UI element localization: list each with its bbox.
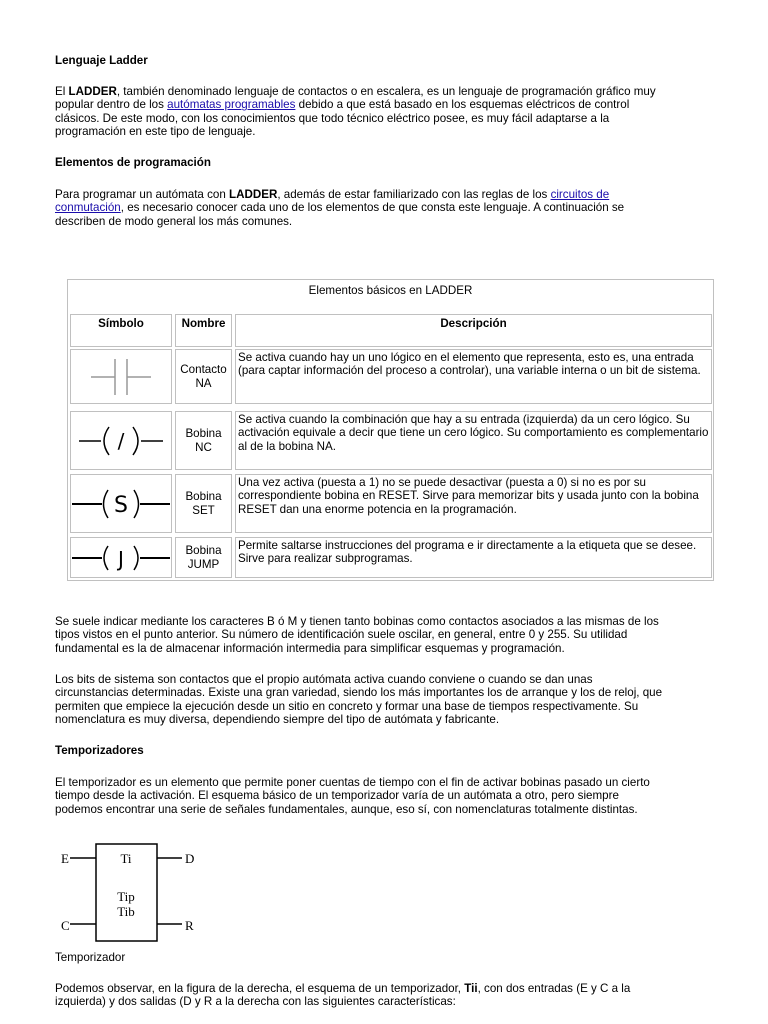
tii-bold: Tii: [464, 982, 478, 995]
ladder-bold: LADDER: [68, 85, 117, 98]
coil-nc-icon: [79, 424, 163, 458]
bm-paragraph: Se suele indicar mediante los caracteres B ó M y tienen tanto bobinas como contactos asociados a las mismas de los tipos vistos en el punto anterior. Su número de identificación suele oscilar, en general, entre 0 y 255. Su utilidad fundamental es la de almacenar información intermedia para simplificar esquemas y programación.: [55, 615, 659, 655]
text: , además de estar familiarizado con las reglas de los: [277, 188, 551, 201]
text: , es necesario conocer cada uno de los elementos de que consta este lenguaje. A continuación se describen de modo general los más comunes.: [55, 201, 625, 228]
contact-no-icon: [91, 357, 151, 397]
desc-bobina-set: Una vez activa (puesta a 1) no se puede desactivar (puesta a 0) si no es por su correspondiente bobina en RESET. Sirve para memorizar bits y usada junto con la bobina RESET dan una enorme potencia en la programación.: [235, 474, 712, 533]
text: El: [55, 85, 69, 98]
desc-contacto-na: Se activa cuando hay un uno lógico en el elemento que representa, esto es, una entrada (para captar información del proceso a controlar), una variable interna o un bit de sistema.: [235, 349, 712, 404]
symbol-coil-nc: [70, 411, 172, 470]
timers-paragraph: El temporizador es un elemento que permite poner cuentas de tiempo con el fin de activar bobinas pasado un cierto tiempo desde la activación. El esquema básico de un temporizador varía de un autómata a otro, pero siempre podemos encontrar una serie de señales fundamentales, aunque, eso sí, con nomenclaturas totalmente distintas.: [55, 776, 650, 816]
elements-intro-paragraph: [55, 188, 665, 228]
text: , también denominado lenguaje de contactos o en escalera, es un lenguaje de programación gráfico muy popular dentro de los: [55, 85, 656, 112]
header-descripcion: Descripción: [235, 314, 712, 347]
coil-set-label: S: [114, 492, 128, 518]
header-nombre: Nombre: [175, 314, 232, 347]
name-bobina-nc: Bobina NC: [175, 411, 232, 470]
ladder-elements-table: [67, 279, 714, 581]
symbol-contact-no: [70, 349, 172, 404]
timer-diagram: [55, 838, 215, 948]
circuitos-link[interactable]: circuitos de conmutación: [55, 188, 610, 215]
symbol-coil-set: [70, 474, 172, 533]
header-simbolo: Símbolo: [70, 314, 172, 347]
name-bobina-set: Bobina SET: [175, 474, 232, 533]
coil-jump-icon: [72, 543, 170, 573]
timer-input-e: E: [61, 851, 69, 866]
symbol-coil-jump: [70, 537, 172, 578]
automatas-link[interactable]: autómatas programables: [167, 98, 296, 112]
timer-tib: Tib: [117, 904, 135, 919]
section-title-elements: Elementos de programación: [55, 156, 211, 169]
ladder-bold: LADDER: [229, 188, 278, 201]
section-title-ladder: Lenguaje Ladder: [55, 54, 148, 67]
timer-output-d: D: [185, 851, 195, 866]
timer-input-c: C: [61, 918, 70, 933]
text: Podemos observar, en la figura de la derecha, el esquema de un temporizador,: [55, 982, 465, 995]
last-paragraph: [55, 982, 665, 1009]
text: , con dos entradas (E y C a la izquierda) y dos salidas (D y R a la derecha con las siguientes características:: [55, 982, 631, 1009]
name-contacto-na: Contacto NA: [175, 349, 232, 404]
text: debido a que está basado en los esquemas eléctricos de control clásicos. De este modo, con los conocimientos que todo técnico eléctrico posee, es muy fácil adaptarse a la programación en este tipo de lenguaje.: [55, 98, 630, 139]
section-title-timers: Temporizadores: [55, 744, 144, 757]
timer-caption: Temporizador: [55, 951, 126, 964]
desc-bobina-nc: Se activa cuando la combinación que hay a su entrada (izquierda) da un cero lógico. Su activación equivale a decir que tiene un cero lógico. Su comportamiento es complementario al de la bobina NA.: [235, 411, 712, 470]
intro-paragraph: [55, 85, 665, 139]
coil-nc-label: /: [117, 428, 125, 453]
timer-output-r: R: [185, 918, 194, 933]
table-caption: Elementos básicos en LADDER: [308, 284, 473, 297]
timer-tip: Tip: [117, 889, 135, 904]
name-bobina-jump: Bobina JUMP: [175, 537, 232, 578]
coil-jump-label: J: [118, 546, 124, 571]
system-bits-paragraph: Los bits de sistema son contactos que el propio autómata activa cuando conviene o cuando se dan unas circunstancias determinadas. Existe una gran variedad, siendo los más importantes los de arranque y los de reloj, que permiten que empiece la ejecución desde un sitio en concreto y formar una base de tiempos respectivamente. Su nomenclatura es muy diversa, dependiendo siempre del tipo de autómata y fabricante.: [55, 673, 663, 727]
desc-bobina-jump: Permite saltarse instrucciones del programa e ir directamente a la etiqueta que se desee. Sirve para realizar subprogramas.: [235, 537, 712, 578]
coil-set-icon: [72, 487, 170, 521]
timer-name: Ti: [120, 851, 132, 866]
text: Para programar un autómata con: [55, 188, 230, 201]
